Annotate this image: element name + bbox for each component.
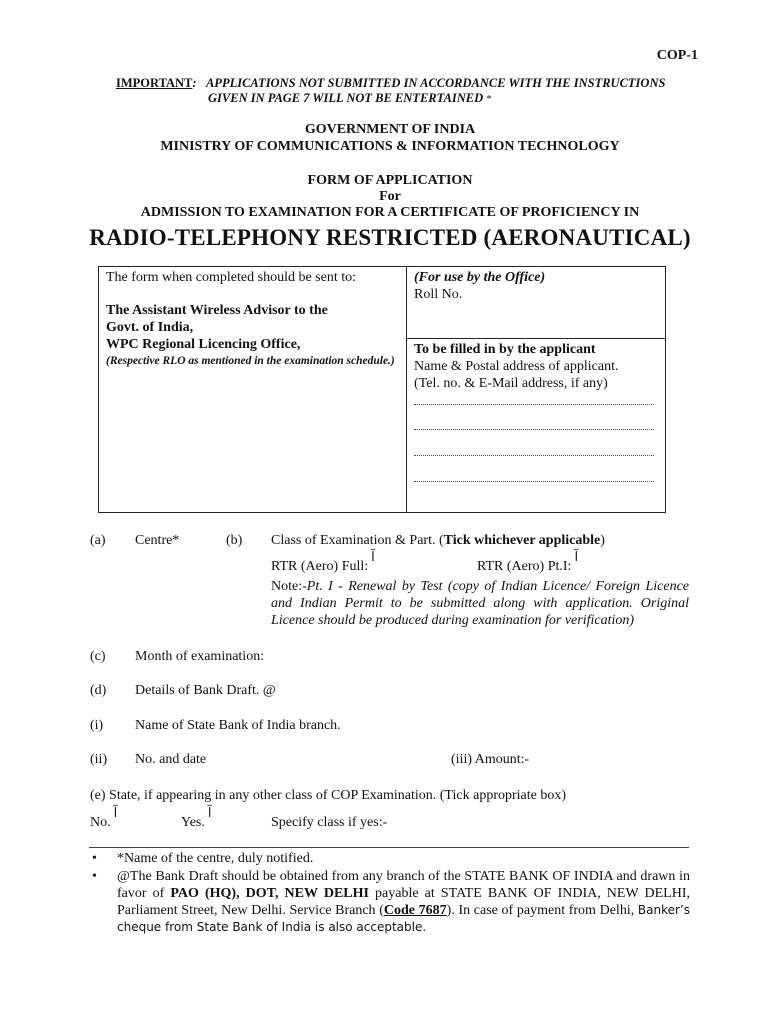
month-of-exam-label: Month of examination: <box>135 649 265 664</box>
field-b-label: (b) <box>226 533 243 548</box>
bank-draft-label: Details of Bank Draft. @ <box>135 683 276 698</box>
gov-of-india: GOVERNMENT OF INDIA <box>304 122 476 137</box>
office-use-cell <box>414 269 545 303</box>
no-and-date-label: No. and date <box>135 752 207 767</box>
no-option[interactable] <box>90 805 118 831</box>
class-of-exam-text: Class of Examination & Part. ( <box>271 533 444 548</box>
tick-instruction: Tick whichever applicable <box>443 533 601 548</box>
rtr-pt1-label: RTR (Aero) Pt.I: <box>477 559 572 574</box>
ministry-name: MINISTRY OF COMMUNICATIONS & INFORMATION TECHNOLOGY <box>160 139 620 154</box>
footnote-bank-text-d: ). In case of payment from Delhi, <box>446 903 638 918</box>
yes-option[interactable] <box>181 805 212 831</box>
rtr-pt1-tickbox-icon[interactable]: آ <box>574 549 579 564</box>
roll-no-label: Roll No. <box>414 287 463 302</box>
footnote-bank-text-e: Banker’s cheque from State Bank of India is also acceptable. <box>117 903 690 934</box>
yes-tickbox-icon[interactable]: آ <box>207 805 212 820</box>
address-line-3: WPC Regional Licencing Office, <box>106 337 301 352</box>
no-label: No. <box>90 815 111 830</box>
field-i-label: (i) <box>90 718 104 733</box>
footnote-divider <box>89 847 689 848</box>
field-ii-label: (ii) <box>90 752 108 767</box>
sbi-branch-label: Name of State Bank of India branch. <box>135 718 341 733</box>
box-vertical-divider <box>406 267 407 512</box>
government-header <box>0 121 768 155</box>
other-cop-question: (e) State, if appearing in any other class of COP Examination. (Tick appropriate box) <box>90 788 567 803</box>
applicant-heading: To be filled in by the applicant <box>414 342 596 357</box>
class-of-exam-label <box>271 532 605 549</box>
rtr-full-tickbox-icon[interactable]: آ <box>371 549 375 564</box>
form-title-block <box>0 173 768 221</box>
rtr-full-label: RTR (Aero) Full: <box>271 559 369 574</box>
class-close-paren: ) <box>600 533 605 548</box>
footnote-payee: PAO (HQ), DOT, NEW DELHI <box>170 886 369 901</box>
important-label: IMPORTANT <box>116 76 193 90</box>
applicant-cell <box>414 341 619 392</box>
field-d-label: (d) <box>90 683 107 698</box>
office-use-label: (For use by the Office) <box>414 270 546 285</box>
footnote-bank-text-c: payable at STATE BANK OF INDIA, NEW DELHI, Parliament Street, New Delhi. Service Branch ( <box>117 886 691 918</box>
address-line-field-1[interactable] <box>414 404 654 406</box>
renewal-note <box>271 578 689 629</box>
important-line-1 <box>116 76 665 91</box>
applicant-line-2: (Tel. no. & E-Mail address, if any) <box>414 376 608 391</box>
form-of-application: FORM OF APPLICATION <box>307 173 473 188</box>
address-line-field-2[interactable] <box>414 429 654 431</box>
address-note: (Respective RLO as mentioned in the examination schedule.) <box>106 355 395 367</box>
yes-label: Yes. <box>181 815 205 830</box>
footnote-branch-code: Code 7687 <box>383 903 447 918</box>
box-horizontal-divider <box>407 338 665 339</box>
note-text: Pt. I - Renewal by Test (copy of Indian Licence/ Foreign Licence and Indian Permit to be submitted along with application. Original Licence should be produced during examination for verification) <box>271 579 689 628</box>
important-notice <box>116 76 665 107</box>
footnote-bank-text-a: @The Bank Draft should be obtained from any branch of the STATE BANK OF INDIA and drawn in favor of <box>117 869 690 901</box>
sent-to-text: The form when completed should be sent to: <box>106 270 356 285</box>
applicant-line-1: Name & Postal address of applicant. <box>414 359 619 374</box>
address-line-field-3[interactable] <box>414 455 654 457</box>
important-text-1: APPLICATIONS NOT SUBMITTED IN ACCORDANCE WITH THE INSTRUCTIONS <box>205 76 666 90</box>
send-to-cell <box>106 269 401 369</box>
no-tickbox-icon[interactable]: آ <box>113 805 118 820</box>
field-a-label: (a) <box>90 533 106 548</box>
footnote-centre-text: *Name of the centre, duly notified. <box>117 851 314 866</box>
important-colon: : <box>192 76 197 90</box>
address-line-2: Govt. of India, <box>106 320 194 335</box>
important-line-2 <box>116 91 665 107</box>
address-line-field-4[interactable] <box>414 481 654 483</box>
footnote-centre <box>90 850 690 867</box>
centre-label: Centre* <box>135 533 180 548</box>
form-for: For <box>379 189 401 204</box>
note-label: Note:- <box>271 579 307 594</box>
specify-class-label: Specify class if yes:- <box>271 815 388 830</box>
page-title: RADIO-TELEPHONY RESTRICTED (AERONAUTICAL) <box>89 225 691 250</box>
footnote-bank-draft <box>90 868 690 936</box>
field-c-label: (c) <box>90 649 106 664</box>
document-code: COP-1 <box>656 48 698 63</box>
important-star: * <box>486 93 492 105</box>
address-line-1: The Assistant Wireless Advisor to the <box>106 303 328 318</box>
important-text-2: GIVEN IN PAGE 7 WILL NOT BE ENTERTAINED <box>208 91 484 105</box>
rtr-pt1-option[interactable] <box>477 549 579 575</box>
admission-line: ADMISSION TO EXAMINATION FOR A CERTIFICATE OF PROFICIENCY IN <box>140 205 640 220</box>
rtr-full-option[interactable] <box>271 549 375 575</box>
amount-label: (iii) Amount:- <box>451 752 530 767</box>
footnotes <box>90 850 690 936</box>
